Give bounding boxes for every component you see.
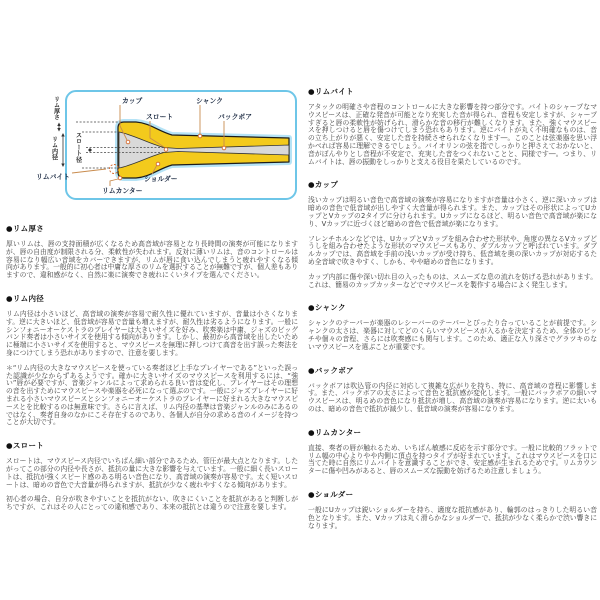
- section-title: ●リム厚さ: [6, 224, 45, 233]
- section-paragraph: カップ内部に傷や深い切れ目の入ったものは、スムーズな息の流れを妨げる恐れがあります。これは、簡易のカップカッターなどでマウスピースを製作する場合によく発生します。: [308, 272, 597, 289]
- right-column: [308, 73, 597, 537]
- label-rim-inner-diameter: リム内径: [50, 136, 58, 161]
- label-backbore: バックボア: [218, 113, 252, 121]
- section-paragraph: スロートは、マウスピース内径でいちばん細い部分であるため、管圧が最大点となります。したがってこの部分の内径や長さが、抵抗の量に大きな影響を与えています。一般に細く長いスロートは、抵抗が強くスピード感のある明るい音色になり、高音域の演奏が容易です。太く短いスロートは、暗めの音色で大音量が得られますが、抵抗が少なく疲れやすくなる傾向があります。: [6, 457, 298, 489]
- section-paragraph: リム内径は小さいほど、高音域の演奏が容易で耐久性に優れていますが、音量は小さくなります。逆に大きいほど、低音域が容易で音量も増えますが、耐久性は劣るようになります。一般にシンフォニーオーケストラのプレイヤーは大きいサイズを好み、吹奏楽は中庸、ジャズのビッグバンド奏者は小さいサイズを使用する傾向があります。しかし、最初から高音域を出したいために極端に小さいサイズを使用すると、マウスピースを無理に押しつけて高音を出す誤った奏法を身につけてしまう恐れがありますので、注意を要します。: [6, 309, 298, 357]
- section-paragraph: 一般にUカップは鋭いショルダーを持ち、適度な抵抗感があり、輪郭のはっきりした明るい音色となります。また、Vカップは丸く滑らかなショルダーで、抵抗が少なく柔らかで渋い響きになります。: [308, 505, 597, 530]
- label-rim-bite: リムバイト: [36, 173, 70, 181]
- label-throat-diameter: スロート径: [74, 132, 82, 163]
- section-title: ●リム内径: [6, 293, 45, 303]
- section-shank: [308, 302, 597, 351]
- left-column: [6, 88, 298, 519]
- label-shank: シャンク: [196, 97, 223, 105]
- section-shoulder: [308, 489, 597, 530]
- section-title: ●ショルダー: [308, 489, 354, 499]
- label-rim-contour: リムカンター: [102, 187, 143, 195]
- label-rim-thickness: リム厚さ: [52, 96, 60, 121]
- section-paragraph: シャンクのテーパーが楽器のレシーバーのテーパーとぴったり合っていることが前提です。シャンクの太さは、楽器に対してどのくらいマウスピースが入るかを決定するため、全体のピッチや個々の音程、さらには吹奏感にも関与します。このため、適正な入り深さでグラツキのないマウスピースを選ぶことが重要です。: [308, 319, 597, 351]
- mouthpiece-diagram-svg: [6, 88, 298, 206]
- section-paragraph: ＊“リム内径の大きなマウスピースを使っている奏者ほど上手なプレイヤーである”といった誤った認識が少なからずあるようです。確かに大きいサイズのマウスピースを利用するには、“強い”唇が必要ですが、音楽ジャンルによって求められる良い音は変化し、プレイヤーはその理想の音を出すためにマウスピースや楽器を必死になって選ぶのです。一般にジャズプレイヤーに好まれる小さいマウスピースとシンフォニーオーケストラのプレイヤーに好まれる大きなマウスピースとを比較するのは無意味です。さらに言えば、リム内径の基準は音楽ジャンルのみにあるのではなく、奏者自身のなかにこそ存在するのであり、各個人が自分の求める音のイメージを持つことが大切です。: [6, 363, 298, 427]
- section-throat: [6, 440, 298, 512]
- section-title: ●スロート: [6, 441, 45, 451]
- mouthpiece-diagram: [6, 88, 298, 210]
- section-title: ●リムバイト: [308, 87, 354, 96]
- section-paragraph: 初心者の場合、自分が吹きやすいことを抵抗がない、吹きにくいことを抵抗があると判断しがちですが、これはその人にとっての違和感であり、本来の抵抗とは違うので注意を要します。: [6, 495, 298, 512]
- section-paragraph: バックボアは吹込管の内径に対応して複雑な広がりを持ち、特に、高音域の音程に影響します。また、バックボアの太さによって音色と抵抗感が変化します。一般にバックボアの細いマウスピースは、明るめの音色になり抵抗が増し、高音域の演奏が容易になります。逆に太いものは、暗めの音色で抵抗が減少し、低音域の演奏が容易になります。: [308, 381, 597, 413]
- section-paragraph: アタックの明確さや音程のコントロールに大きな影響を持つ部分です。バイトのシャープなマウスピースは、正確な発音が可能となり充実した音が得られ、音程も安定しますが、シャープすぎると唇の柔軟性が妨げられ、滑らかな音の移行が難しくなります。また、強くマウスピースを押しつけると唇を傷つけてしまう恐れもあります。逆にバイトが丸く不明確なものは、音の立ち上がりが悪く、安定した音を持続させられなくなります―。このことは弦楽器を思い浮かべれば容易に理解できるでしょう。バイオリンの弦を指でしっかりと押さえておかないと、音がぼんやりとし音程が不安定で、充実した音をつくれないことと、同様です―。つまり、リムバイトは、唇の振動をしっかりと支える役目を果たしているのです。: [308, 103, 597, 166]
- section-paragraph: 厚いリムは、唇の支持面積が広くなるため高音域が容易となり長時間の演奏が可能になりますが、唇の自由度が制限される分、柔軟性が失われます。反対に薄いリムは、音のコントロールは容易になり幅広い音域をカバーできますが、リムが唇に食い込んでしまうと疲れやすくなる傾向があります。一般的に初心者は中庸な厚さのリムを選択することが無難ですが、個人差もありますので、違和感がなく、自然に楽に演奏でき疲れにくいタイプを選んでください。: [6, 240, 298, 280]
- section-title: ●リムカンター: [308, 427, 362, 437]
- section-paragraph: 直接、奏者の唇が触れるため、いちばん敏感に反応を示す部分です。一般に比較的フラットでリム幅の中心よりやや内側に頂点を持つタイプが好まれています。これはマウスピースを口に当てた時に自然にリムバイトを意識することができ、安定感が生まれるためです。リムカウンターに傷や凹みがあると、唇のスムーズな振動を妨げるため注意しましょう。: [308, 443, 597, 476]
- section-rim-bite: [308, 86, 597, 166]
- label-cup: カップ: [122, 97, 143, 105]
- section-title: ●カップ: [308, 180, 339, 190]
- label-shoulder: ショルダー: [144, 175, 178, 183]
- section-rim-thickness: [6, 223, 298, 280]
- section-title: ●バックボア: [308, 365, 354, 375]
- section-title: ●シャンク: [308, 303, 346, 313]
- section-cup: [308, 179, 597, 289]
- label-throat: スロート: [146, 113, 174, 121]
- section-rim-contour: [308, 427, 597, 476]
- section-backbore: [308, 365, 597, 414]
- section-rim-inner-diameter: [6, 293, 298, 427]
- section-paragraph: 浅いカップは明るい音色で高音域の演奏が容易になりますが音量は小さく、逆に深いカップは暗めの音色で低音域が出しやすく大音量が得られます。また、カップはその形状によってUカップとVカップの2タイプに分けられます。Uカップになるほど、明るい音色で高音域が楽になり、Vカップに近づくほど暗めの音色で低音域が楽になります。: [308, 196, 597, 228]
- section-paragraph: フレンチホルンなどでは、UカップとVカップを組み合わせた形状や、角度の異なるVカップどうしを組み合わせたような形状のマウスピースもあり、ダブルカップと呼ばれています。ダブルカップでは、高音域を手前の浅いカップが受け持ち、低音域を奥の深いカップが対応するため全音域で吹きやすく、しかも、やや暗めの音色になります。: [308, 234, 597, 266]
